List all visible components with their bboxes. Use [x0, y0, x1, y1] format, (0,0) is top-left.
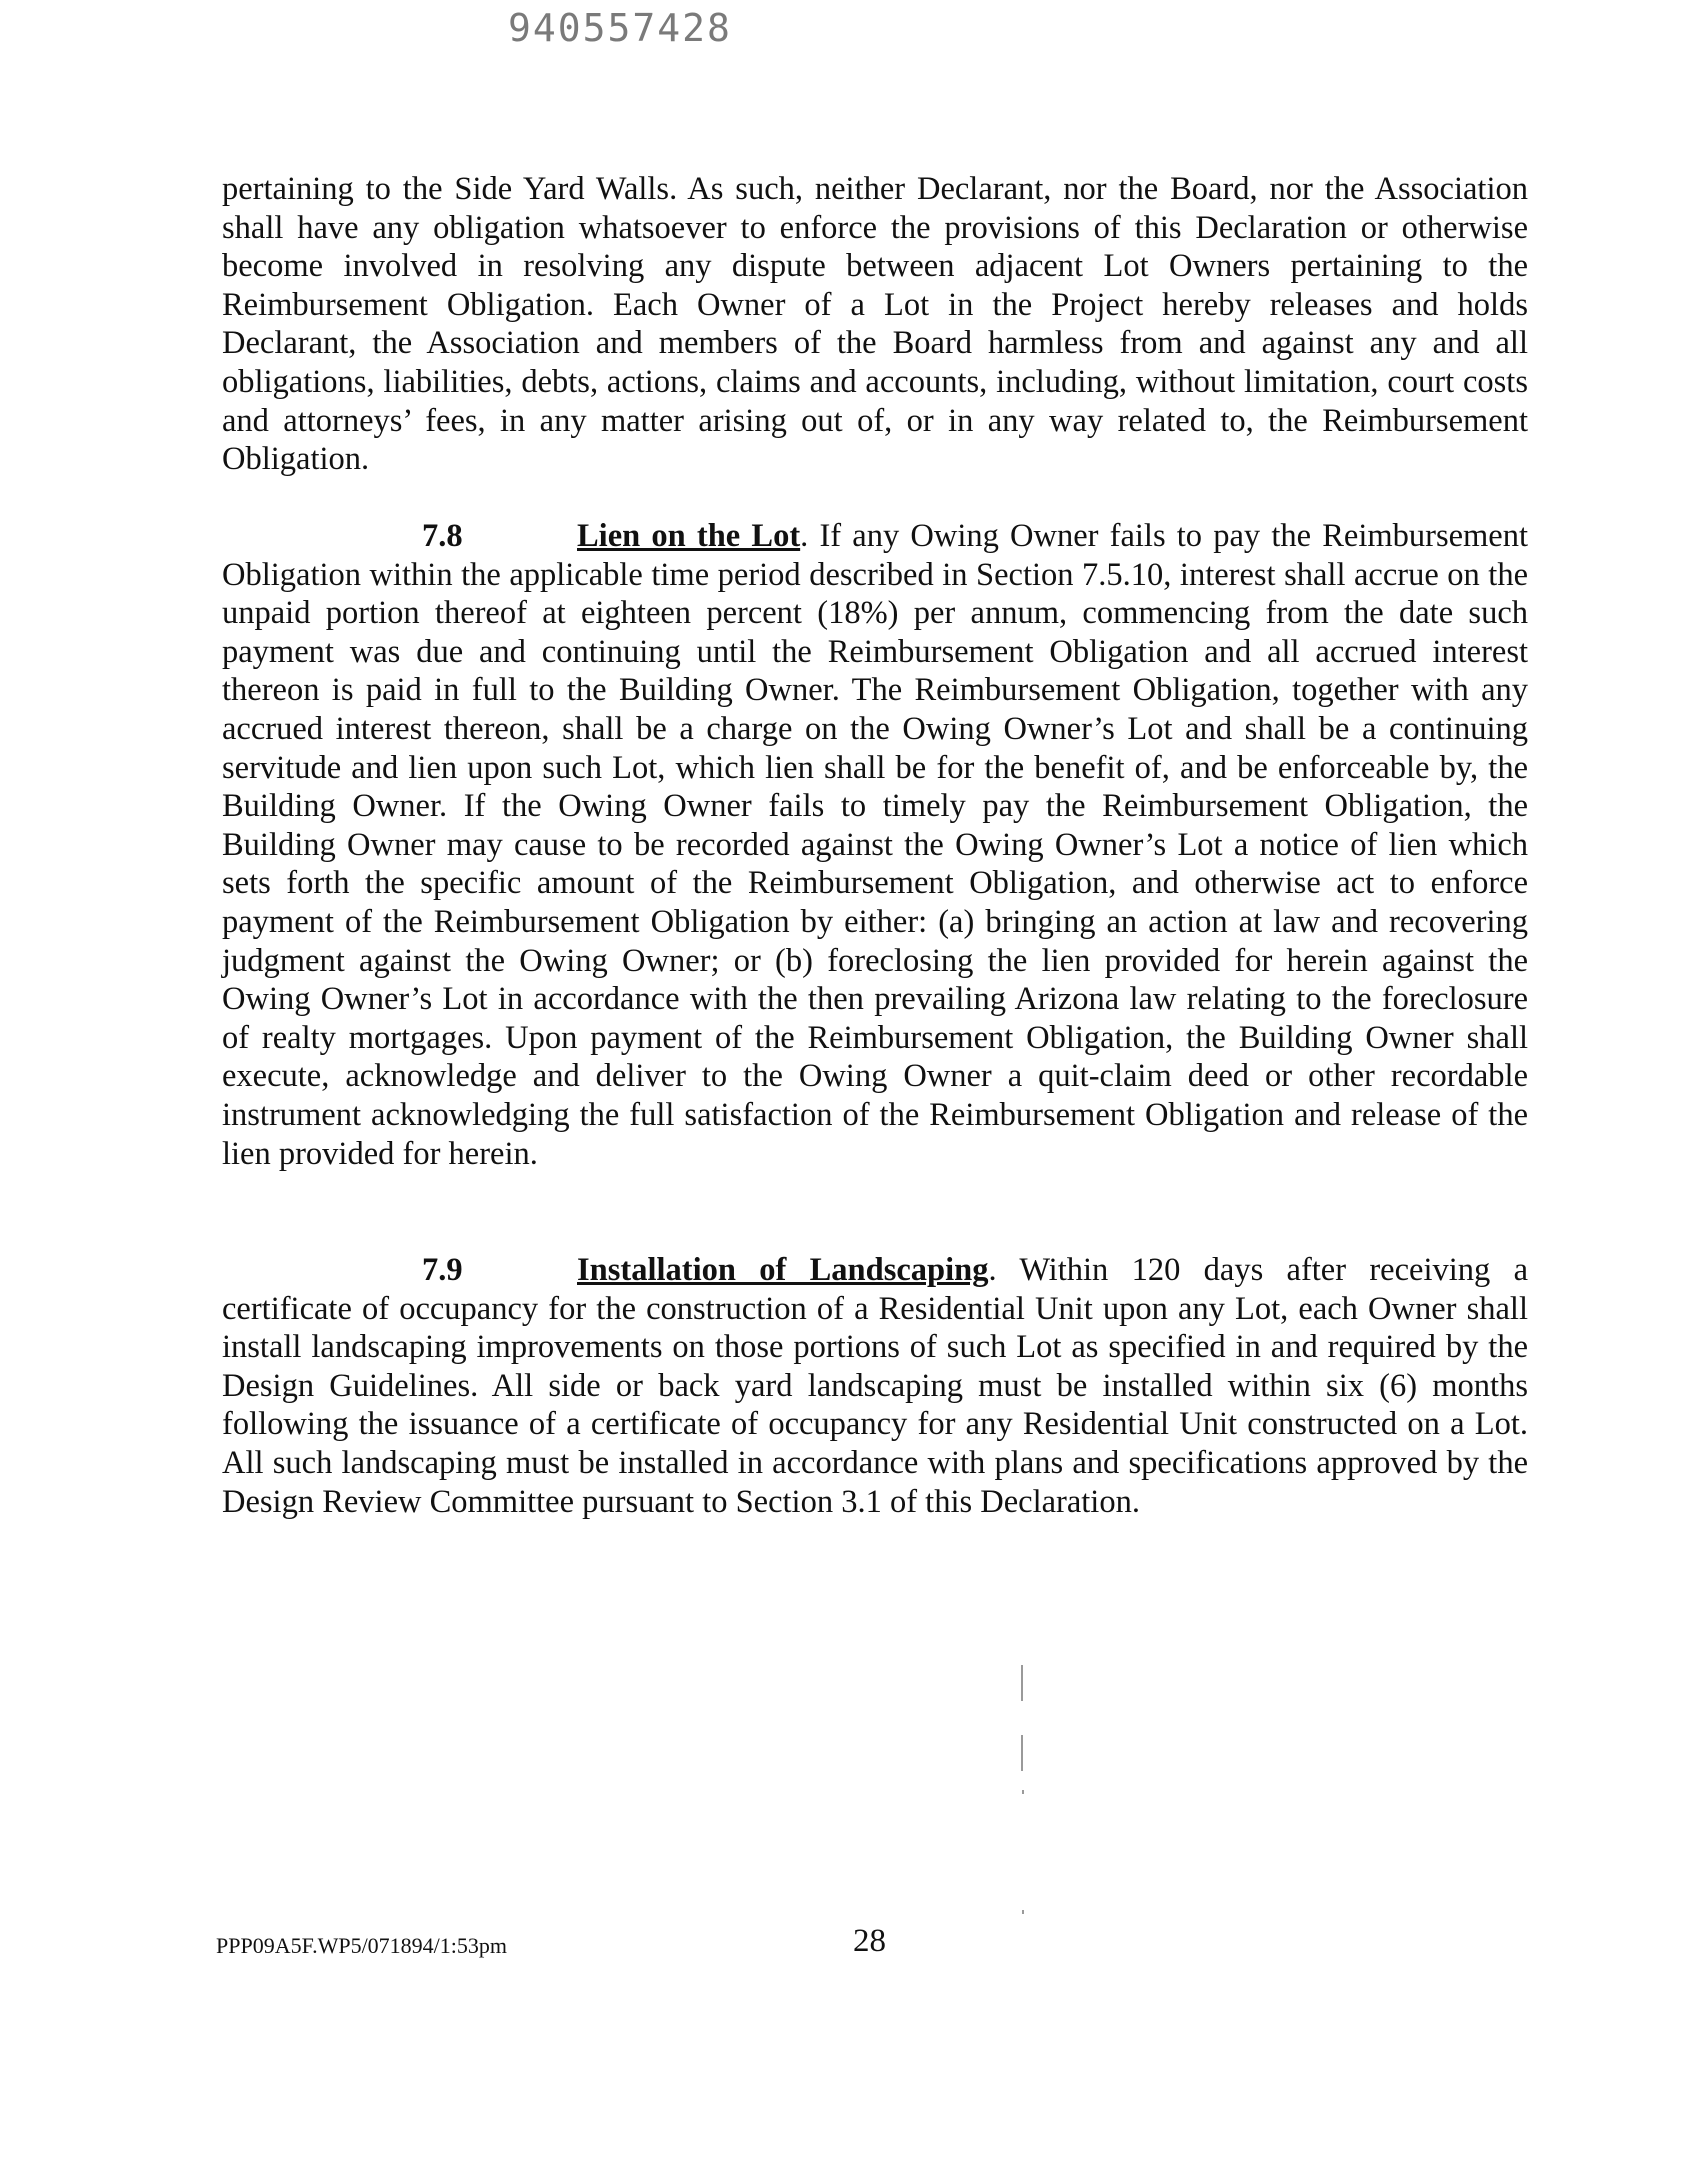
document-stamp-number: 940557428	[508, 6, 732, 50]
scan-artifact-mark	[1022, 1910, 1024, 1914]
section-7-8-heading: Lien on the Lot	[577, 518, 801, 554]
section-7-8: 7.8 Lien on the Lot. If any Owing Owner fails to pay the Reimbursement Obligation within the applicable time period described in Section 7.5.10, interest shall accrue on the unpaid portion thereof at eighteen percent (18%) per annum, commencing from the date such payment was due and continuing until the Reimbursement Obligation and all accrued interest thereon is paid in full to the Building Owner. The Reimbursement Obligation, together with any accrued interest thereon, shall be a charge on the Owing Owner’s Lot and shall be a continuing servitude and lien upon such Lot, which lien shall be for the benefit of, and be enforceable by, the Building Owner. If the Owing Owner fails to timely pay the Reimbursement Obligation, the Building Owner may cause to be recorded against the Owing Owner’s Lot a notice of lien which sets forth the specific amount of the Reimbursement Obligation, and otherwise act to enforce payment of the Reimbursement Obligation by either: (a) bringing an action at law and recovering judgment against the Owing Owner; or (b) foreclosing the lien provided for herein against the Owing Owner’s Lot in accordance with the then prevailing Arizona law relating to the foreclosure of realty mortgages. Upon payment of the Reimbursement Obligation, the Building Owner shall execute, acknowledge and deliver to the Owing Owner a quit-claim deed or other recordable instrument acknowledging the full satisfaction of the Reimbursement Obligation and release of the lien provided for herein.	[222, 518, 1529, 1172]
section-7-9-heading: Installation of Landscaping	[577, 1252, 989, 1288]
footer-file-id: PPP09A5F.WP5/071894/1:53pm	[216, 1933, 508, 1958]
page-number: 28	[853, 1923, 886, 1959]
section-7-9: 7.9 Installation of Landscaping. Within 120 days after receiving a certificate of occupancy for the construction of a Residential Unit upon any Lot, each Owner shall install landscaping improvements on those portions of such Lot as specified in and required by the Design Guidelines. All side or back yard landscaping must be installed within six (6) months following the issuance of a certificate of occupancy for any Residential Unit constructed on a Lot. All such landscaping must be installed in accordance with plans and specifications approved by the Design Review Committee pursuant to Section 3.1 of this Declaration.	[222, 1252, 1528, 1520]
section-7-8-text: If any Owing Owner fails to pay the Reimbursement Obligation within the applicable time period described in Section 7.5.10, interest shall accrue on the unpaid portion thereof at eighteen percent (18%) per annum, commencing from the date such payment was due and continuing until the Reimbursement Obligation and all accrued interest thereon is paid in full to the Building Owner. The Reimbursement Obligation, together with any accrued interest thereon, shall be a charge on the Owing Owner’s Lot and shall be a continuing servitude and lien upon such Lot, which lien shall be for the benefit of, and be enforceable by, the Building Owner. If the Owing Owner fails to timely pay the Reimbursement Obligation, the Building Owner may cause to be recorded against the Owing Owner’s Lot a notice of lien which sets forth the specific amount of the Reimbursement Obligation, and otherwise act to enforce payment of the Reimbursement Obligation by either: (a) bringing an action at law and recovering judgment against the Owing Owner; or (b) foreclosing the lien provided for herein against the Owing Owner’s Lot in accordance with the then prevailing Arizona law relating to the foreclosure of realty mortgages. Upon payment of the Reimbursement Obligation, the Building Owner shall execute, acknowledge and deliver to the Owing Owner a quit-claim deed or other recordable instrument acknowledging the full satisfaction of the Reimbursement Obligation and release of the lien provided for herein.	[222, 518, 1529, 1172]
scan-artifact-mark	[1022, 1790, 1024, 1794]
paragraph-continuation: pertaining to the Side Yard Walls. As such, neither Declarant, nor the Board, nor the Association shall have any obligation whatsoever to enforce the provisions of this Declaration or otherwise become involved in resolving any dispute between adjacent Lot Owners pertaining to the Reimbursement Obligation. Each Owner of a Lot in the Project hereby releases and holds Declarant, the Association and members of the Board harmless from and against any and all obligations, liabilities, debts, actions, claims and accounts, including, without limitation, court costs and attorneys’ fees, in any matter arising out of, or in any way related to, the Reimbursement Obligation.	[222, 171, 1528, 478]
scan-artifact-mark	[1021, 1665, 1023, 1701]
scan-artifact-mark	[1021, 1735, 1023, 1771]
section-7-8-number: 7.8	[422, 518, 463, 554]
section-7-9-text: Within 120 days after receiving a certificate of occupancy for the construction of a Residential Unit upon any Lot, each Owner shall install landscaping improvements on those portions of such Lot as specified in and required by the Design Guidelines. All side or back yard landscaping must be installed within six (6) months following the issuance of a certificate of occupancy for any Residential Unit constructed on a Lot. All such landscaping must be installed in accordance with plans and specifications approved by the Design Review Committee pursuant to Section 3.1 of this Declaration.	[222, 1252, 1528, 1520]
section-7-9-number: 7.9	[422, 1252, 463, 1288]
